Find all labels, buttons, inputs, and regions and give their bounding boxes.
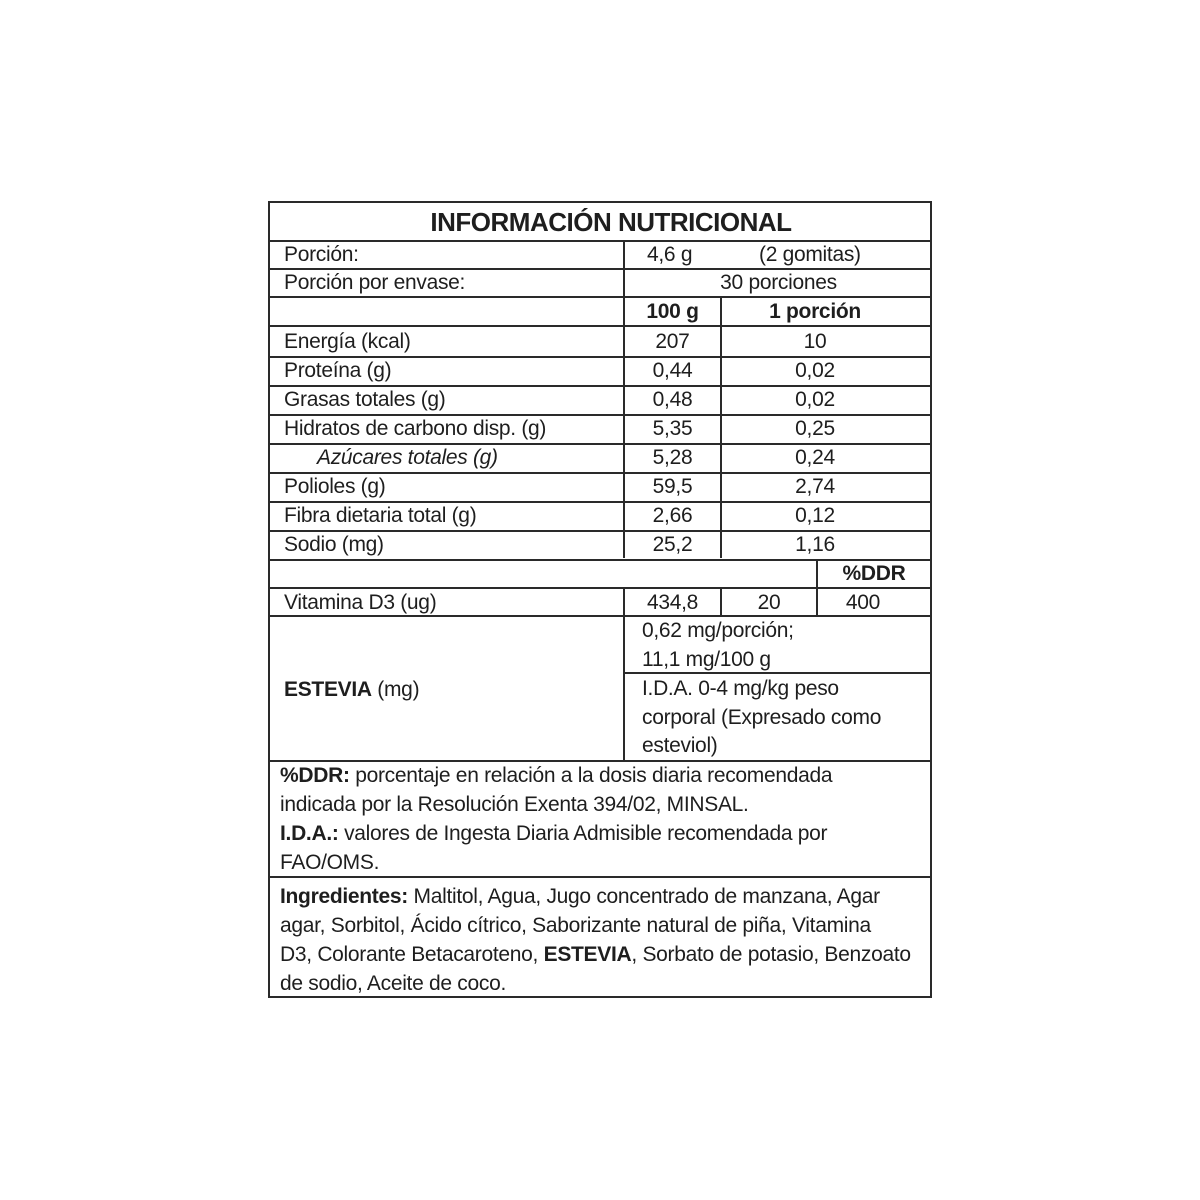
nutrient-name: Proteína (g)	[284, 359, 392, 382]
stevia-name: ESTEVIA	[284, 678, 372, 701]
ingredients-label: Ingredientes:	[280, 885, 408, 908]
nutrition-title: INFORMACIÓN NUTRICIONAL	[430, 207, 792, 237]
nutrient-per-serving: 0,02	[795, 388, 835, 411]
ingredients-line3	[280, 940, 911, 969]
nutrient-name: Hidratos de carbono disp. (g)	[284, 417, 547, 440]
nutrient-name: Polioles (g)	[284, 475, 386, 498]
nutrient-per-100g: 2,66	[652, 504, 693, 527]
note-ddr-line2: indicada por la Resolución Exenta 394/02, MINSAL.	[280, 793, 749, 816]
stevia-ida-line1: I.D.A. 0-4 mg/kg peso	[642, 677, 839, 700]
stevia-unit: (mg)	[371, 678, 420, 701]
vitamin-name: Vitamina D3 (ug)	[284, 591, 437, 614]
note-ida-line2: FAO/OMS.	[280, 851, 380, 874]
note-ida-line1	[280, 819, 827, 848]
stevia-ida-line3: esteviol)	[642, 734, 718, 757]
nutrient-name: Sodio (mg)	[284, 533, 384, 556]
note-ddr-line1	[280, 761, 832, 790]
note-ddr-term: %DDR:	[280, 764, 350, 787]
nutrient-per-100g: 25,2	[652, 533, 693, 556]
servings-per-container-label: Porción por envase:	[284, 271, 466, 294]
nutrient-per-100g: 207	[655, 330, 690, 353]
nutrient-per-100g: 0,48	[652, 388, 693, 411]
note-ida-term: I.D.A.:	[280, 822, 339, 845]
nutrient-per-100g: 0,44	[652, 359, 693, 382]
nutrient-name: Energía (kcal)	[284, 330, 411, 353]
serving-units: (2 gomitas)	[759, 243, 861, 266]
note-ddr-text: porcentaje en relación a la dosis diaria recomendada	[349, 764, 833, 787]
ingredients-text: , Sorbato de potasio, Benzoato	[631, 943, 911, 966]
vitamin-per-serving: 20	[757, 591, 781, 614]
ingredients-text: D3, Colorante Betacaroteno,	[280, 943, 544, 966]
nutrient-per-serving: 0,24	[795, 446, 835, 469]
vitamin-per-100g: 434,8	[646, 591, 699, 614]
nutrient-per-100g: 5,35	[652, 417, 693, 440]
nutrient-per-100g: 5,28	[652, 446, 693, 469]
stevia-amount-line1: 0,62 mg/porción;	[642, 619, 794, 642]
nutrient-per-serving: 0,12	[795, 504, 835, 527]
column-header-serving: 1 porción	[769, 300, 861, 323]
nutrient-per-serving: 0,02	[795, 359, 835, 382]
servings-per-container-value: 30 porciones	[720, 271, 837, 294]
ingredients-line1	[280, 882, 880, 911]
ingredients-line4: de sodio, Aceite de coco.	[280, 972, 506, 995]
column-header-100g: 100 g	[646, 300, 699, 323]
ddr-header: %DDR	[842, 562, 906, 585]
ingredients-line2: agar, Sorbitol, Ácido cítrico, Saborizante natural de piña, Vitamina	[280, 914, 871, 937]
stevia-label	[284, 675, 419, 704]
nutrient-per-serving: 1,16	[795, 533, 835, 556]
serving-label: Porción:	[284, 243, 359, 266]
serving-amount: 4,6 g	[647, 243, 693, 266]
nutrient-name: Fibra dietaria total (g)	[284, 504, 477, 527]
nutrient-per-serving: 2,74	[795, 475, 835, 498]
ingredients-text: Maltitol, Agua, Jugo concentrado de manzana, Agar	[407, 885, 880, 908]
ingredients-stevia: ESTEVIA	[543, 943, 632, 966]
nutrient-name-sub: Azúcares totales (g)	[317, 446, 498, 469]
stevia-ida-line2: corporal (Expresado como	[642, 706, 882, 729]
vitamin-ddr: 400	[845, 591, 881, 614]
nutrient-per-serving: 0,25	[795, 417, 835, 440]
stevia-amount-line2: 11,1 mg/100 g	[642, 648, 771, 671]
note-ida-text: valores de Ingesta Diaria Admisible recomendada por	[338, 822, 828, 845]
nutrient-name: Grasas totales (g)	[284, 388, 446, 411]
nutrient-per-100g: 59,5	[652, 475, 693, 498]
nutrient-per-serving: 10	[803, 330, 827, 353]
